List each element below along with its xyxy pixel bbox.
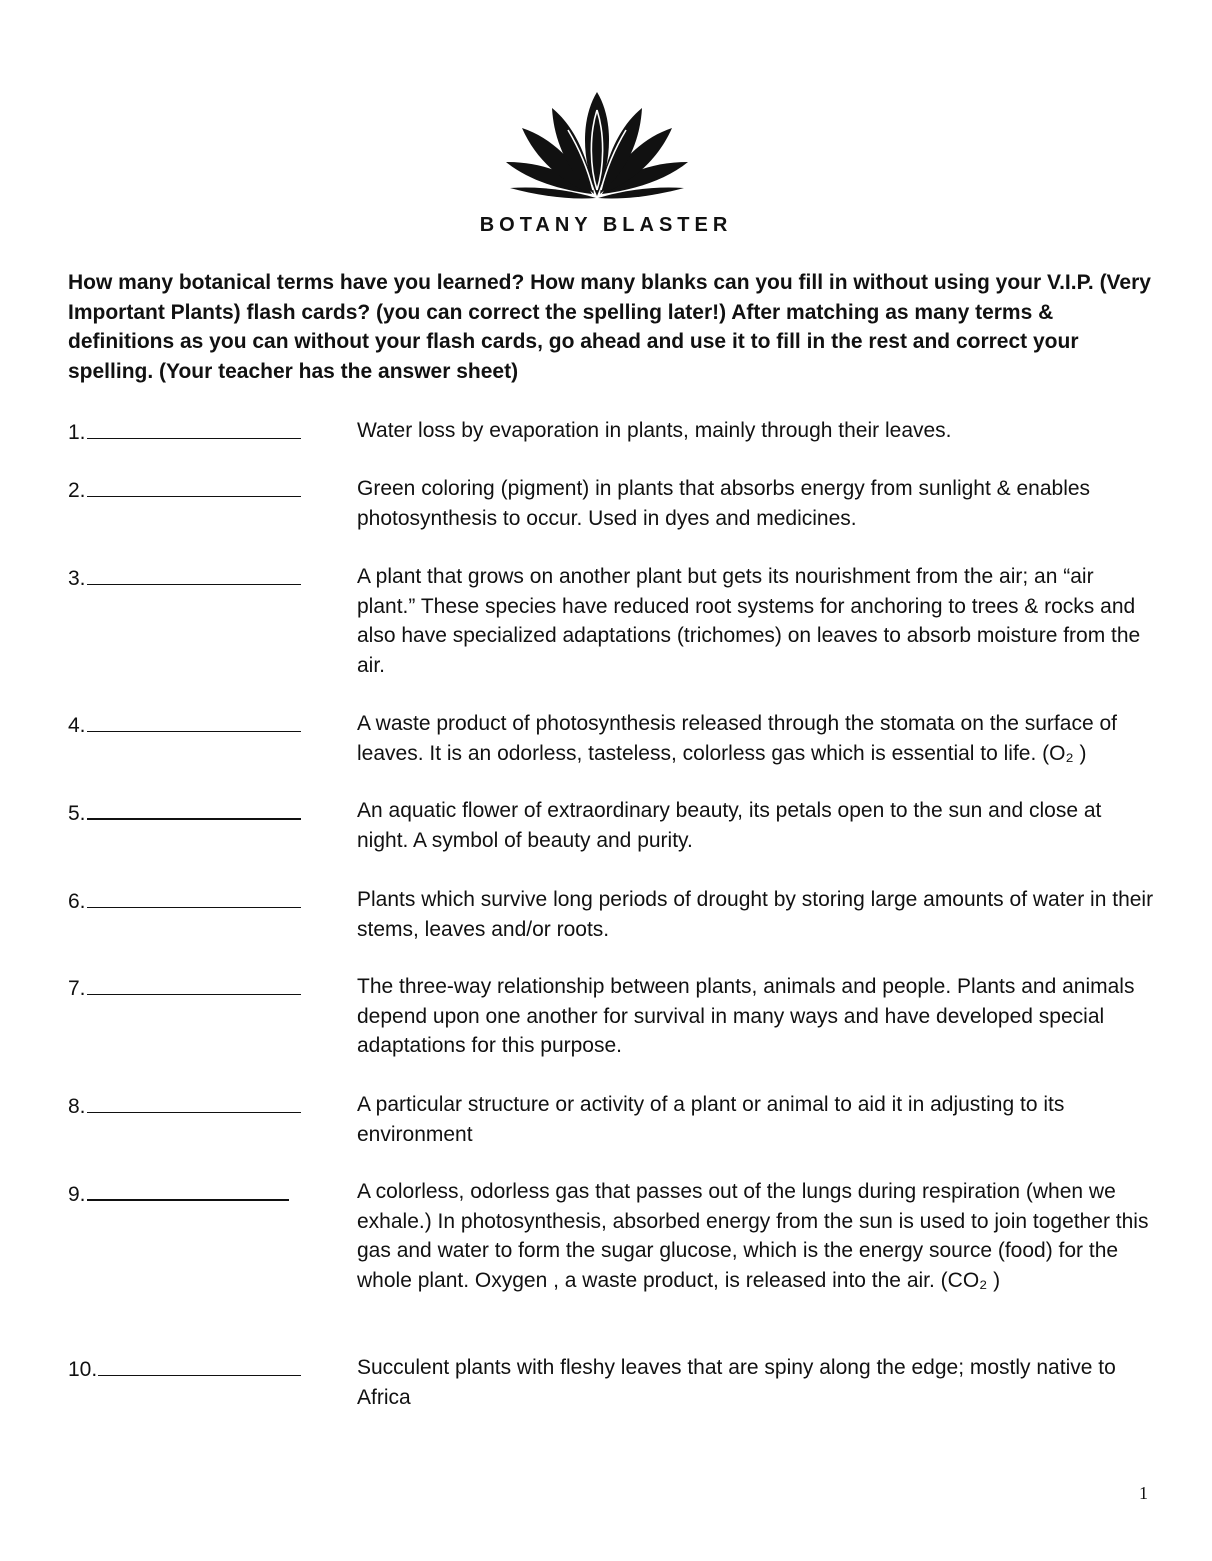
item-definition: A plant that grows on another plant but gets its nourishment from the air; an “air plant.” These species have reduced root systems for anchoring to trees & rocks and also have specialized adaptations (trichomes) on leaves to absorb moisture from the air. xyxy=(357,565,1141,677)
item-number: 2. xyxy=(68,479,86,502)
answer-blank[interactable] xyxy=(87,474,301,497)
answer-blank[interactable] xyxy=(87,416,301,439)
item-number: 7. xyxy=(68,977,86,1000)
answer-blank[interactable] xyxy=(87,972,301,995)
item-definition: Green coloring (pigment) in plants that absorbs energy from sunlight & enables photosynthesis to occur. Used in dyes and medicines. xyxy=(357,477,1091,530)
instructions-paragraph: How many botanical terms have you learned? How many blanks can you fill in without using your V.I.P. (Very Important Plants) flash cards? (you can correct the spelling later!) After matching as many terms & definitions as you can without your flash cards, go ahead and use it to fill in the rest and correct your spelling. (Your teacher has the answer sheet) xyxy=(68,271,1151,383)
answer-blank[interactable] xyxy=(87,796,301,820)
item-number: 10. xyxy=(68,1358,98,1381)
item-definition: Plants which survive long periods of drought by storing large amounts of water in their stems, leaves and/or roots. xyxy=(357,888,1154,941)
answer-blank[interactable] xyxy=(87,562,301,585)
item-definition: A colorless, odorless gas that passes out of the lungs during respiration (when we exhale.) In photosynthesis, absorbed energy from the sun is used to join together this gas and water to form the sugar glucose, which is the energy source (food) for the whole plant. Oxygen , a waste product, is released into the air. (CO₂ ) xyxy=(357,1180,1149,1292)
item-definition: A waste product of photosynthesis released through the stomata on the surface of leaves. It is an odorless, tasteless, colorless gas which is essential to life. (O₂ ) xyxy=(357,712,1117,765)
answer-blank[interactable] xyxy=(98,1353,301,1376)
item-definition: The three-way relationship between plants, animals and people. Plants and animals depend upon one another for survival in many ways and have developed special adaptations for this purpose. xyxy=(357,975,1135,1057)
answer-blank[interactable] xyxy=(87,1177,289,1201)
item-definition: An aquatic flower of extraordinary beauty, its petals open to the sun and close at night. A symbol of beauty and purity. xyxy=(357,799,1102,852)
item-number: 3. xyxy=(68,567,86,590)
lotus-icon xyxy=(500,90,694,202)
item-number: 8. xyxy=(68,1095,86,1118)
item-number: 6. xyxy=(68,890,86,913)
item-number: 4. xyxy=(68,714,86,737)
answer-blank[interactable] xyxy=(87,885,301,908)
item-definition: A particular structure or activity of a plant or animal to aid it in adjusting to its environment xyxy=(357,1093,1065,1146)
item-number: 5. xyxy=(68,802,86,825)
answer-blank[interactable] xyxy=(87,709,301,732)
item-definition: Succulent plants with fleshy leaves that are spiny along the edge; mostly native to Africa xyxy=(357,1356,1116,1409)
item-number: 9. xyxy=(68,1183,86,1206)
answer-blank[interactable] xyxy=(87,1090,301,1113)
page-number: 1 xyxy=(1139,1483,1148,1503)
page-title: BOTANY BLASTER xyxy=(479,214,733,236)
item-definition: Water loss by evaporation in plants, mainly through their leaves. xyxy=(357,419,952,442)
item-number: 1. xyxy=(68,421,86,444)
